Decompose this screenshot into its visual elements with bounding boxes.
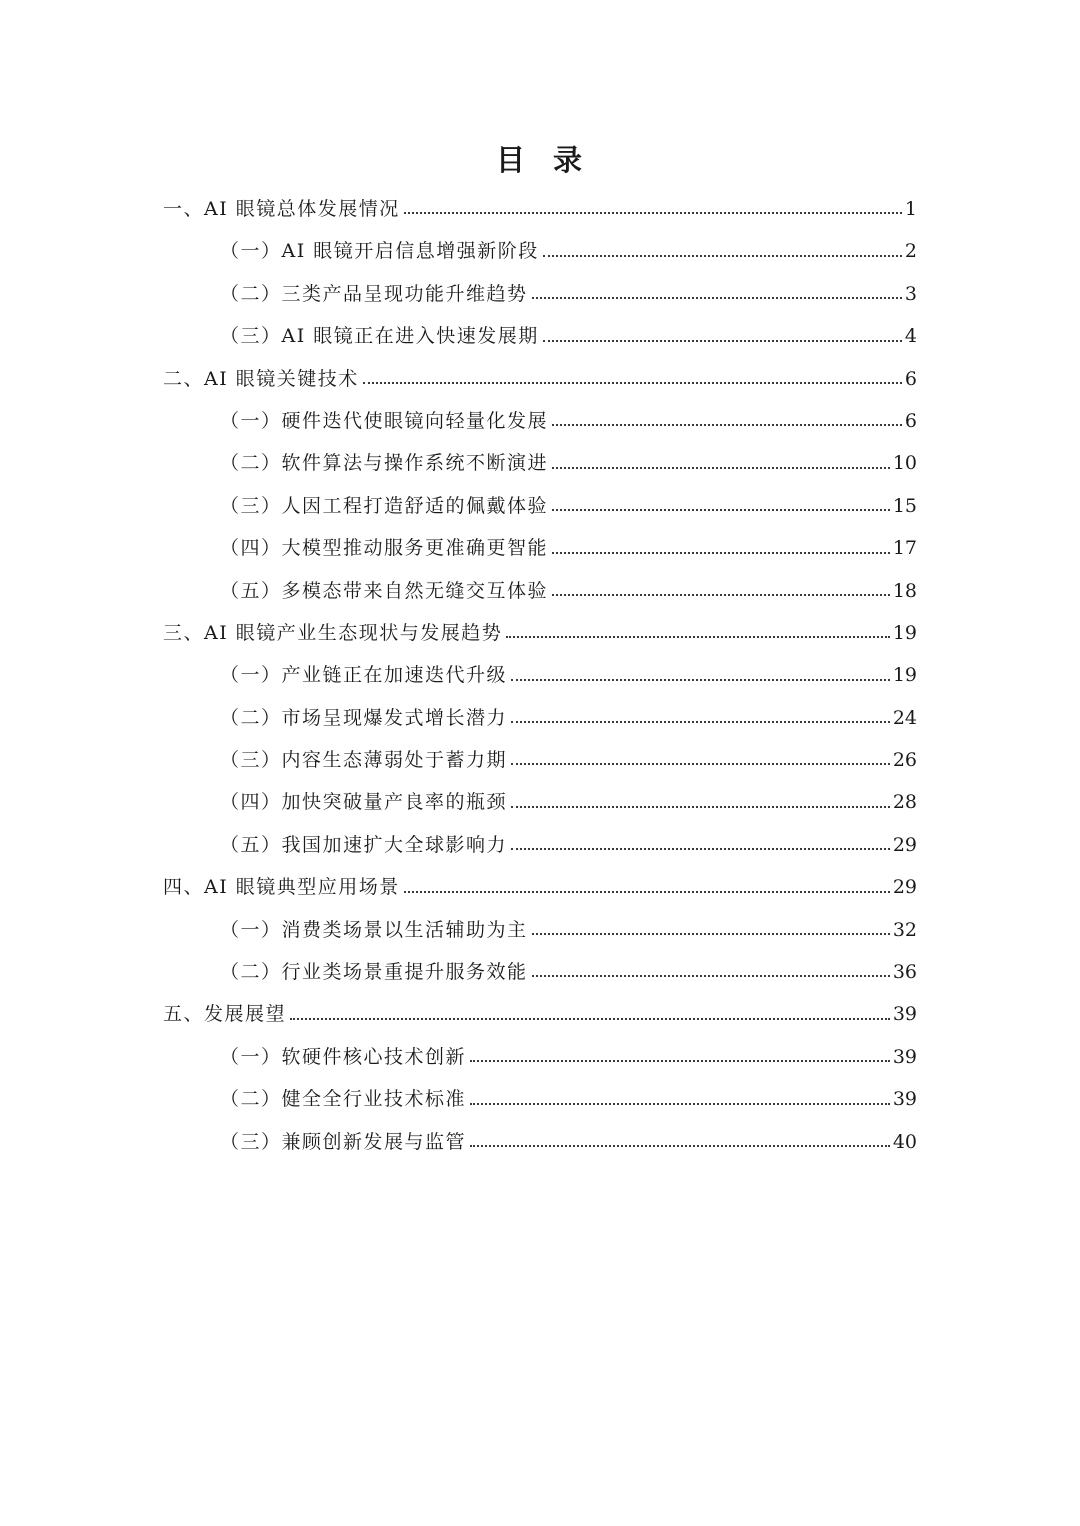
toc-entry-label: （三）内容生态薄弱处于蓄力期 [220,749,508,772]
toc-page-number: 10 [892,452,917,475]
toc-page-number: 28 [892,791,917,814]
toc-entry-label: （一）消费类场景以生活辅助为主 [220,918,528,941]
toc-subsection-entry[interactable] [163,781,917,823]
toc-entry-label: 二、AI 眼镜关键技术 [163,367,359,390]
toc-page-number: 32 [892,918,917,941]
toc-dot-leader [363,380,902,384]
toc-page-number: 6 [904,367,917,390]
toc-subsection-entry[interactable] [163,1036,917,1078]
toc-entry-label: （二）三类产品呈现功能升维趋势 [220,282,528,305]
toc-dot-leader [552,507,890,511]
toc-entry-label: （二）健全全行业技术标准 [220,1088,467,1111]
toc-dot-leader [552,550,890,554]
toc-entry-label: 一、AI 眼镜总体发展情况 [163,198,400,220]
toc-entry-label: 三、AI 眼镜产业生态现状与发展趋势 [163,621,503,644]
toc-entry-label: （一）硬件迭代使眼镜向轻量化发展 [220,409,549,432]
toc-page-number: 40 [892,1130,917,1153]
toc-dot-leader [511,846,890,850]
toc-dot-leader [552,465,890,469]
toc-subsection-entry[interactable] [163,570,917,612]
toc-entry-label: （二）市场呈现爆发式增长潜力 [220,706,508,729]
toc-dot-leader [552,592,890,596]
toc-page-number: 29 [892,876,917,899]
page-title-part-1: 目 [495,143,527,177]
toc-dot-leader [511,804,890,808]
toc-dot-leader [470,1143,890,1147]
toc-page-number: 29 [892,833,917,856]
toc-dot-leader [552,422,902,426]
toc-subsection-entry[interactable] [163,951,917,993]
toc-dot-leader [290,1016,890,1020]
toc-subsection-entry[interactable] [163,697,917,739]
toc-entry-label: （二）软件算法与操作系统不断演进 [220,452,549,475]
toc-dot-leader [543,338,902,342]
toc-entry-label: （五）多模态带来自然无缝交互体验 [220,579,549,602]
toc-page-number: 39 [892,1045,917,1068]
toc-page-number: 24 [892,706,917,729]
toc-section-entry[interactable] [163,358,917,400]
page-title-part-2: 录 [553,143,585,177]
toc-subsection-entry[interactable] [163,527,917,569]
toc-entry-label: （一）产业链正在加速迭代升级 [220,664,508,687]
toc-subsection-entry[interactable] [163,1078,917,1120]
toc-subsection-entry[interactable] [163,1121,917,1163]
toc-subsection-entry[interactable] [163,824,917,866]
toc-dot-leader [511,719,890,723]
toc-page-number: 26 [892,749,917,772]
toc-entry-label: （二）行业类场景重提升服务效能 [220,961,528,984]
toc-entry-label: 四、AI 眼镜典型应用场景 [163,876,400,899]
toc-dot-leader [532,973,890,977]
toc-page-number: 39 [892,1088,917,1111]
toc-entry-label: （四）大模型推动服务更准确更智能 [220,537,549,560]
toc-page-number: 19 [892,664,917,687]
toc-dot-leader [532,931,890,935]
toc-entry-label: （三）人因工程打造舒适的佩戴体验 [220,494,549,517]
toc-subsection-entry[interactable] [163,739,917,781]
table-of-contents [163,188,917,1163]
toc-dot-leader [506,634,890,638]
toc-page-number: 4 [904,325,917,348]
toc-entry-label: （四）加快突破量产良率的瓶颈 [220,791,508,814]
toc-dot-leader [532,295,902,299]
toc-section-entry[interactable] [163,866,917,908]
toc-page-number: 18 [892,579,917,602]
toc-section-entry[interactable] [163,612,917,654]
toc-page-number: 2 [904,240,917,263]
toc-page-number: 39 [892,1003,917,1026]
toc-subsection-entry[interactable] [163,442,917,484]
toc-entry-label: （一）软硬件核心技术创新 [220,1045,467,1068]
toc-subsection-entry[interactable] [163,654,917,696]
toc-dot-leader [543,253,902,257]
toc-section-entry[interactable] [163,993,917,1035]
toc-page-number: 15 [892,494,917,517]
page-title [0,138,1080,179]
toc-entry-label: 五、发展展望 [163,1003,287,1026]
toc-page-number: 36 [892,961,917,984]
toc-subsection-entry[interactable] [163,485,917,527]
toc-dot-leader [511,761,890,765]
toc-subsection-entry[interactable] [163,315,917,357]
toc-page-number: 1 [904,198,917,220]
toc-subsection-entry[interactable] [163,273,917,315]
toc-dot-leader [511,677,890,681]
toc-entry-label: （三）AI 眼镜正在进入快速发展期 [220,325,539,348]
toc-entry-label: （三）兼顾创新发展与监管 [220,1130,467,1153]
toc-entry-label: （一）AI 眼镜开启信息增强新阶段 [220,240,539,263]
toc-page-number: 17 [892,537,917,560]
toc-dot-leader [470,1101,890,1105]
toc-entry-label: （五）我国加速扩大全球影响力 [220,833,508,856]
toc-subsection-entry[interactable] [163,909,917,951]
toc-page-number: 6 [904,409,917,432]
toc-dot-leader [404,889,890,893]
toc-dot-leader [470,1058,890,1062]
toc-subsection-entry[interactable] [163,230,917,272]
toc-page-number: 19 [892,621,917,644]
toc-dot-leader [404,210,902,214]
toc-subsection-entry[interactable] [163,400,917,442]
toc-section-entry[interactable] [163,188,917,230]
toc-page-number: 3 [904,282,917,305]
